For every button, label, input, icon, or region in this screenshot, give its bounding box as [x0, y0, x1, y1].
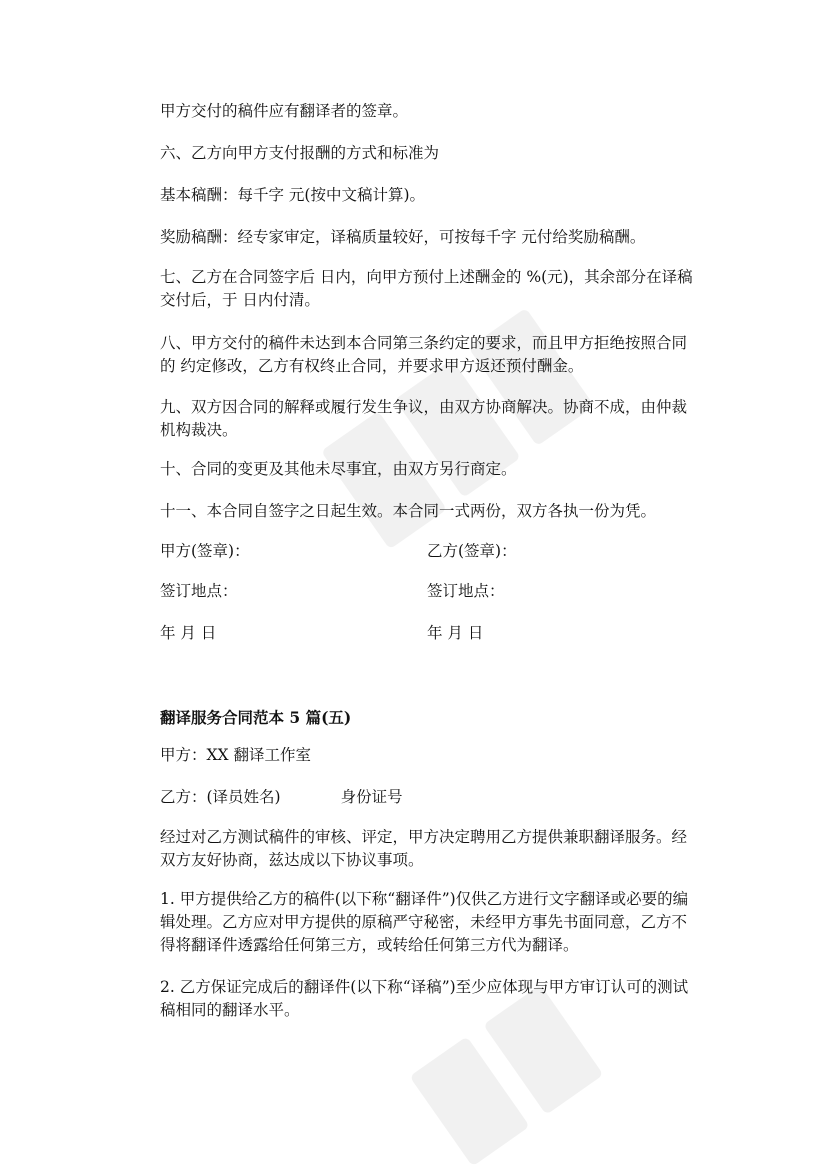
party-a-line: 甲方：XX 翻译工作室 — [160, 746, 311, 764]
clause-10: 十、合同的变更及其他未尽事宜，由双方另行商定。 — [160, 460, 517, 478]
signature-party-b: 乙方(签章)： — [427, 542, 517, 560]
paragraph-sign-note: 甲方交付的稿件应有翻译者的签章。 — [160, 102, 409, 120]
clause-11: 十一、本合同自签字之日起生效。本合同一式两份，双方各执一份为凭。 — [160, 502, 657, 520]
signature-row-date — [160, 622, 700, 645]
clause-8: 八、甲方交付的稿件未达到本合同第三条约定的要求，而且甲方拒绝按照合同的 约定修改，乙方有权终止合同，并要求甲方返还预付酬金。 — [160, 334, 688, 375]
agreement-item-2: 2. 乙方保证完成后的翻译件(以下称“译稿”)至少应体现与甲方审订认可的测试稿相同的翻译水平。 — [160, 978, 689, 1019]
signature-place-b: 签订地点： — [427, 582, 505, 600]
agreement-item-1: 1. 甲方提供给乙方的稿件(以下称“翻译件”)仅供乙方进行文字翻译或必要的编辑处理。乙方应对甲方提供的原稿严守秘密，未经甲方事先书面同意，乙方不得将翻译件透露给任何第三方，或转给任何第三方代为翻译。 — [160, 890, 689, 954]
basic-fee-line: 基本稿酬：每千字 元(按中文稿计算)。 — [160, 186, 426, 204]
signature-row-place — [160, 580, 700, 603]
clause-7: 七、乙方在合同签字后 日内，向甲方预付上述酬金的 %(元)，其余部分在译稿交付后，于 日内付清。 — [160, 268, 693, 309]
signature-date-a: 年 月 日 — [160, 624, 217, 642]
bonus-fee-line: 奖励稿酬：经专家审定，译稿质量较好，可按每千字 元付给奖励稿酬。 — [160, 228, 646, 246]
clause-6: 六、乙方向甲方支付报酬的方式和标准为 — [160, 144, 440, 162]
party-b-label: 乙方：(译员姓名) — [160, 788, 281, 806]
party-b-id-label: 身份证号 — [340, 788, 403, 806]
clause-9: 九、双方因合同的解释或履行发生争议，由双方协商解决。协商不成，由仲裁机构裁决。 — [160, 398, 688, 439]
intro-paragraph: 经过对乙方测试稿件的审核、评定，甲方决定聘用乙方提供兼职翻译服务。经双方友好协商，兹达成以下协议事项。 — [160, 828, 688, 869]
signature-party-a: 甲方(签章)： — [160, 542, 250, 560]
signature-row-party — [160, 540, 700, 563]
party-b-line — [160, 786, 700, 809]
section-heading: 翻译服务合同范本 5 篇(五) — [160, 708, 352, 727]
signature-place-a: 签订地点： — [160, 582, 238, 600]
signature-date-b: 年 月 日 — [427, 624, 484, 642]
